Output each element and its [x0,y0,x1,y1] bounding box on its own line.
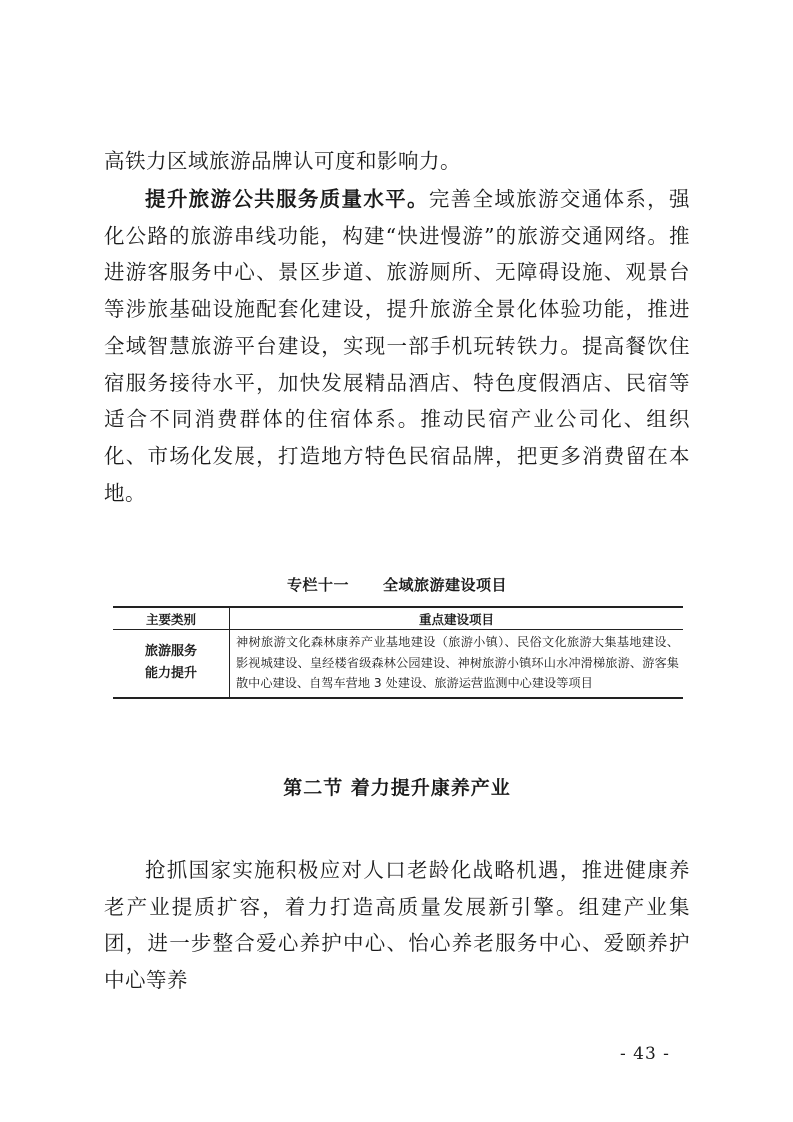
category-line-1: 旅游服务 [144,644,197,660]
paragraph-tourism-services [104,181,690,511]
section-heading: 第二节 着力提升康养产业 [283,777,511,799]
table-header-row [113,607,683,630]
category-line-2: 能力提升 [144,666,197,682]
paragraph-continued: 高铁力区域旅游品牌认可度和影响力。 [104,149,461,173]
box-title: 全域旅游建设项目 [383,576,508,594]
paragraph-lead-bold: 提升旅游公共服务质量水平。 [145,187,429,211]
table-header-projects: 重点建设项目 [230,607,684,630]
paragraph-body: 完善全域旅游交通体系，强化公路的旅游串线功能，构建“快进慢游”的旅游交通网络。推进游客服务中心、景区步道、旅游厕所、无障碍设施、观景台等涉旅基础设施配套化建设，提升旅游全景化体验功能，推进全域智慧旅游平台建设，实现一部手机玩转铁力。提高餐饮住宿服务接待水平，加快发展精品酒店、特色度假酒店、民宿等适合不同消费群体的住宿体系。推动民宿产业公司化、组织化、市场化发展，打造地方特色民宿品牌，把更多消费留在本地。 [104,187,691,505]
box-caption [104,574,690,595]
table-cell-projects: 神树旅游文化森林康养产业基地建设（旅游小镇）、民俗文化旅游大集基地建设、影视城建设、皇经楼省级森林公园建设、神树旅游小镇环山水冲滑梯旅游、游客集散中心建设、自驾车营地 3 处建设、旅游运营监测中心建设等项目 [230,630,684,698]
table-row [113,630,683,698]
project-table [113,606,683,699]
page-number: - 43 - [620,1044,670,1064]
paragraph-health-industry: 抢抓国家实施积极应对人口老龄化战略机遇，推进健康养老产业提质扩容，着力打造高质量发展新引擎。组建产业集团，进一步整合爱心养护中心、怡心养老服务中心、爱颐养护中心等养 [104,858,690,993]
box-label: 专栏十一 [286,576,349,594]
table-cell-category [113,630,230,698]
table-header-category: 主要类别 [113,607,230,630]
